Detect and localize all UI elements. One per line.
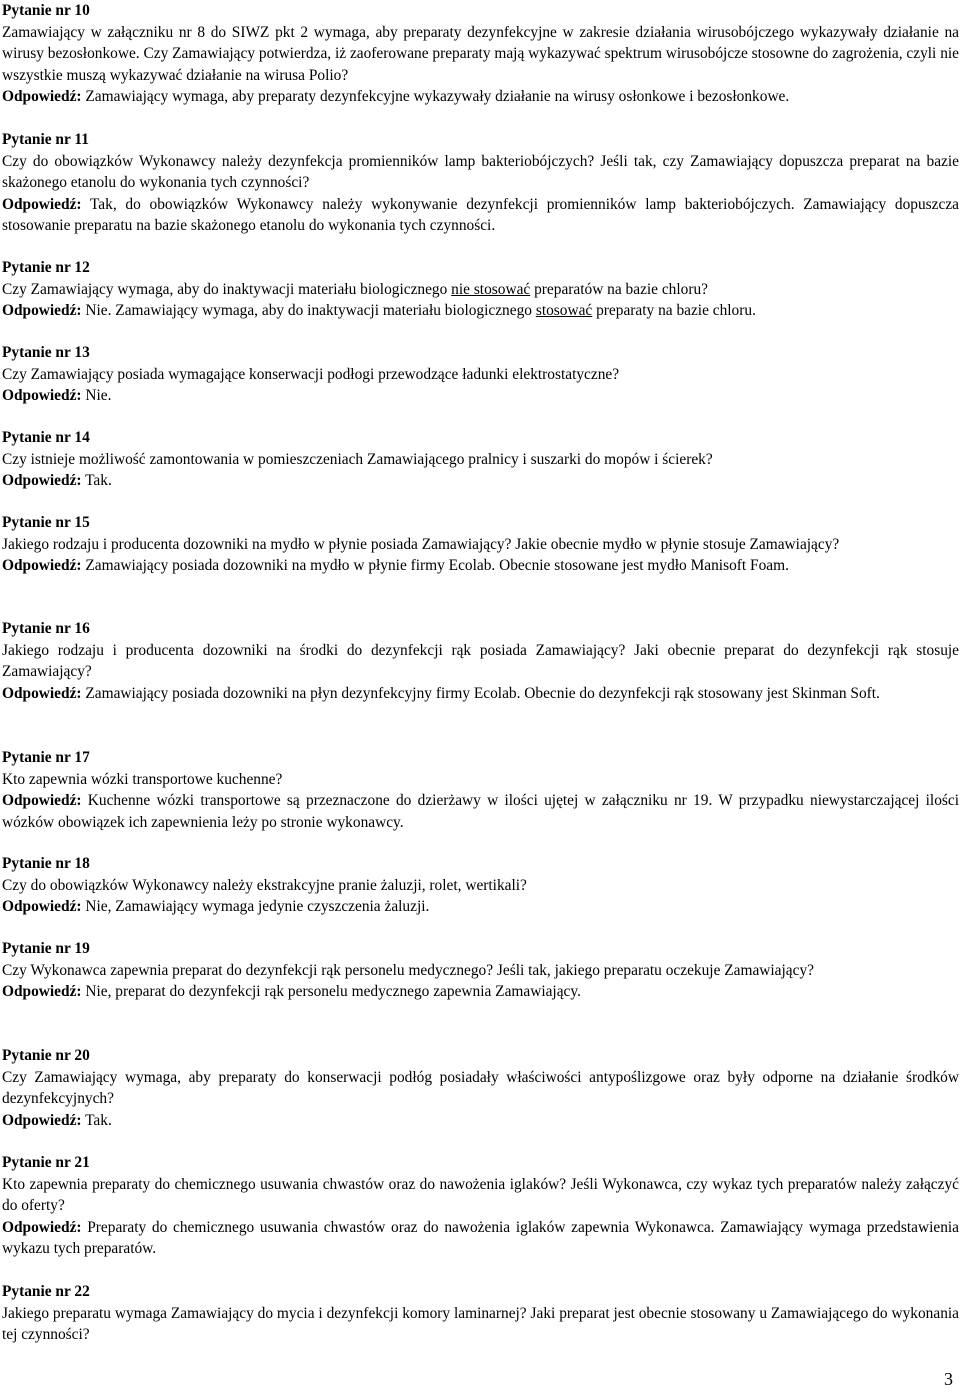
question-text: Jakiego rodzaju i producenta dozowniki na mydło w płynie posiada Zamawiający? Jakie obecnie mydło w płynie stosuje Zamawiający? <box>2 535 840 553</box>
question-text: Kto zapewnia preparaty do chemicznego usuwania chwastów oraz do nawożenia iglaków? Jeśli Wykonawca, czy wykaz tych preparatów należy załączyć do oferty? <box>2 1175 959 1214</box>
question-title: Pytanie nr 14 <box>2 429 90 446</box>
question-title: Pytanie nr 20 <box>2 1047 90 1064</box>
question-text-part: Czy Zamawiający wymaga, aby do inaktywacji materiału biologicznego <box>2 280 452 298</box>
answer-text: Nie, Zamawiający wymaga jedynie czyszczenia żaluzji. <box>81 898 430 915</box>
answer-label: Odpowiedź: <box>2 1111 82 1129</box>
question-title: Pytanie nr 19 <box>2 940 90 957</box>
question-title: Pytanie nr 15 <box>2 514 90 531</box>
question-block <box>2 129 959 237</box>
question-text: Czy Zamawiający posiada wymagające konserwacji podłogi przewodzące ładunki elektrostatyczne? <box>2 365 620 383</box>
question-block <box>2 512 959 577</box>
answer-paragraph <box>2 896 959 918</box>
question-title: Pytanie nr 11 <box>2 131 89 148</box>
question-block <box>2 342 959 407</box>
answer-text: Nie, preparat do dezynfekcji rąk personelu medycznego zapewnia Zamawiający. <box>81 983 581 1000</box>
answer-paragraph <box>2 790 959 833</box>
answer-label: Odpowiedź: <box>2 302 82 319</box>
question-block <box>2 257 959 322</box>
answer-label: Odpowiedź: <box>2 1218 82 1236</box>
question-title: Pytanie nr 12 <box>2 259 90 276</box>
answer-text: Zamawiający wymaga, aby preparaty dezynfekcyjne wykazywały działanie na wirusy osłonkowe i bezosłonkowe. <box>81 88 790 105</box>
answer-label: Odpowiedź: <box>2 557 82 574</box>
question-text: Czy istnieje możliwość zamontowania w pomieszczeniach Zamawiającego pralnicy i suszarki do mopów i ścierek? <box>2 450 713 468</box>
answer-text: Zamawiający posiada dozowniki na mydło w płynie firmy Ecolab. Obecnie stosowane jest mydło Manisoft Foam. <box>81 557 789 574</box>
answer-text: Kuchenne wózki transportowe są przeznaczone do dzierżawy w ilości ujętej w załączniku nr 19. W przypadku niewystarczającej ilości wózków obowiązek ich zapewnienia leży po stronie wykonawcy. <box>2 792 959 831</box>
question-title: Pytanie nr 17 <box>2 749 90 766</box>
answer-text-part: Nie. Zamawiający wymaga, aby do inaktywacji materiału biologicznego <box>81 302 536 319</box>
question-text: Czy Wykonawca zapewnia preparat do dezynfekcji rąk personelu medycznego? Jeśli tak, jakiego preparatu oczekuje Zamawiający? <box>2 961 814 979</box>
question-block <box>2 618 959 704</box>
answer-text: Tak, do obowiązków Wykonawcy należy wykonywanie dezynfekcji promienników lamp bakteriobójczych. Zamawiający dopuszcza stosowanie preparatu na bazie skażonego etanolu do wykonania tych czynności. <box>2 195 959 234</box>
question-underlined-text: nie stosować <box>451 280 531 298</box>
question-title: Pytanie nr 22 <box>2 1283 90 1300</box>
question-title: Pytanie nr 13 <box>2 344 90 361</box>
question-block <box>2 427 959 492</box>
page-number: 3 <box>944 1369 953 1389</box>
question-text: Zamawiający w załączniku nr 8 do SIWZ pkt 2 wymaga, aby preparaty dezynfekcyjne w zakresie działania wirusobójczego wykazywały działanie na wirusy bezosłonkowe. Czy Zamawiający potwierdza, iż zaoferowane preparaty mają wykazywać spektrum wirusobójcze stosowne do zagrożenia, czyli nie wszystkie muszą wykazywać działanie na wirusa Polio? <box>2 23 959 84</box>
question-block <box>2 1152 959 1260</box>
answer-label: Odpowiedź: <box>2 983 82 1000</box>
answer-paragraph <box>2 86 959 108</box>
answer-label: Odpowiedź: <box>2 195 82 213</box>
answer-label: Odpowiedź: <box>2 898 82 915</box>
answer-text: Preparaty do chemicznego usuwania chwastów oraz do nawożenia iglaków zapewnia Wykonawca. Zamawiający wymaga przedstawienia wykazu tych preparatów. <box>2 1218 959 1257</box>
question-text: Czy do obowiązków Wykonawcy należy ekstrakcyjne pranie żaluzji, rolet, wertikali? <box>2 876 527 894</box>
question-text: Czy do obowiązków Wykonawcy należy dezynfekcja promienników lamp bakteriobójczych? Jeśli tak, czy Zamawiający dopuszcza preparat na bazie skażonego etanolu do wykonania tych czynności? <box>2 152 959 191</box>
answer-label: Odpowiedź: <box>2 684 82 702</box>
answer-label: Odpowiedź: <box>2 387 82 404</box>
question-title: Pytanie nr 10 <box>2 2 90 19</box>
answer-paragraph <box>2 683 959 705</box>
answer-paragraph <box>2 1110 959 1132</box>
question-block <box>2 1281 959 1346</box>
question-block <box>2 938 959 1003</box>
answer-paragraph <box>2 555 959 577</box>
question-block <box>2 1045 959 1131</box>
answer-label: Odpowiedź: <box>2 88 82 105</box>
answer-paragraph <box>2 385 959 407</box>
question-title: Pytanie nr 16 <box>2 620 90 637</box>
answer-paragraph <box>2 981 959 1003</box>
answer-paragraph <box>2 470 959 492</box>
answer-underlined-text: stosować <box>535 302 593 319</box>
answer-paragraph <box>2 1217 959 1260</box>
question-text: Jakiego rodzaju i producenta dozowniki na środki do dezynfekcji rąk posiada Zamawiający? Jaki obecnie preparat do dezynfekcji rąk stosuje Zamawiający? <box>2 641 959 680</box>
answer-label: Odpowiedź: <box>2 472 82 489</box>
answer-text: Tak. <box>81 1111 112 1129</box>
question-text <box>2 279 959 301</box>
question-title: Pytanie nr 18 <box>2 855 90 872</box>
answer-text-part: preparaty na bazie chloru. <box>592 302 756 319</box>
answer-paragraph <box>2 194 959 237</box>
question-block <box>2 747 959 833</box>
question-title: Pytanie nr 21 <box>2 1154 90 1171</box>
answer-text: Zamawiający posiada dozowniki na płyn dezynfekcyjny firmy Ecolab. Obecnie do dezynfekcji rąk stosowany jest Skinman Soft. <box>81 684 880 702</box>
question-text-part: preparatów na bazie chloru? <box>530 280 709 298</box>
answer-paragraph <box>2 300 959 322</box>
answer-label: Odpowiedź: <box>2 792 82 809</box>
question-text: Kto zapewnia wózki transportowe kuchenne? <box>2 770 283 788</box>
answer-text: Tak. <box>81 472 112 489</box>
question-text: Jakiego preparatu wymaga Zamawiający do mycia i dezynfekcji komory laminarnej? Jaki preparat jest obecnie stosowany u Zamawiającego do wykonania tej czynności? <box>2 1304 959 1343</box>
question-block <box>2 0 959 108</box>
question-block <box>2 853 959 918</box>
answer-text: Nie. <box>81 387 112 404</box>
question-text: Czy Zamawiający wymaga, aby preparaty do konserwacji podłóg posiadały właściwości antypoślizgowe oraz były odporne na działanie środków dezynfekcyjnych? <box>2 1068 959 1107</box>
